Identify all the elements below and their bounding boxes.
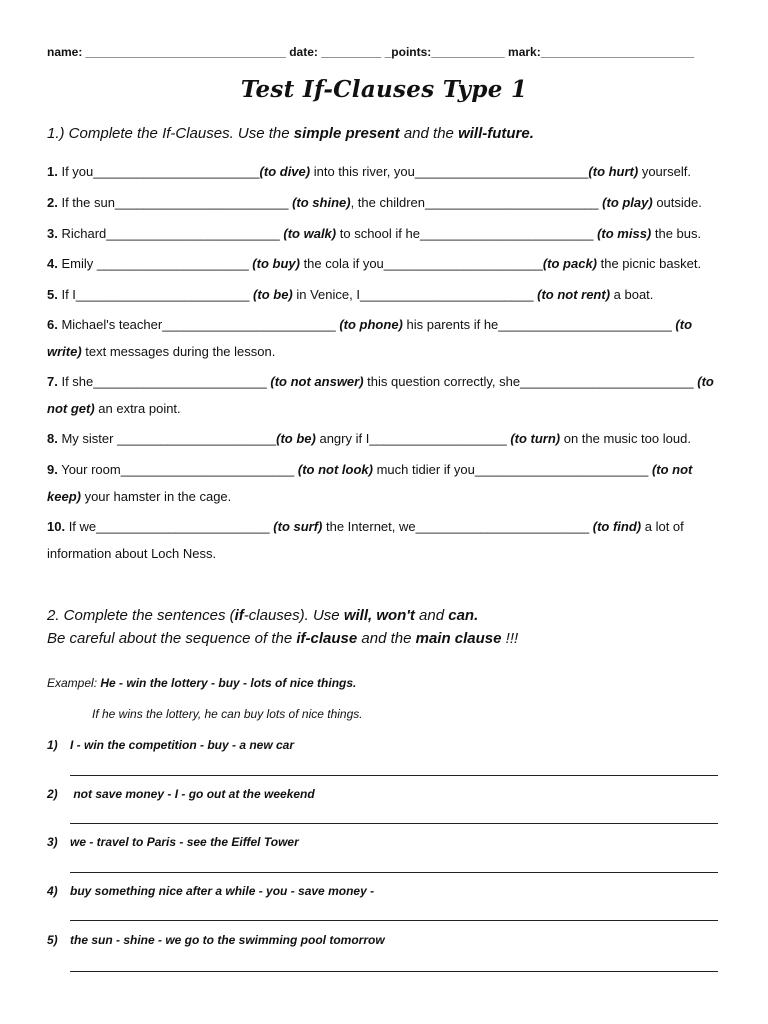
question-4: 4. Emily _____________________ (to buy) the cola if you______________________(to pack) the picnic basket. bbox=[47, 256, 702, 271]
answer-line-5[interactable] bbox=[70, 971, 718, 972]
answer-line-1[interactable] bbox=[70, 775, 718, 776]
question-1: 1. If you_______________________(to dive) into this river, you________________________(to hurt) yourself. bbox=[47, 164, 691, 179]
section-1-instructions: 1.) Complete the If-Clauses. Use the simple present and the will-future. bbox=[47, 125, 534, 142]
example-prompt: Exampel: He - win the lottery - buy - lots of nice things. bbox=[47, 676, 357, 690]
exercise-item-1: 1) I - win the competition - buy - a new car bbox=[47, 738, 295, 752]
answer-line-2[interactable] bbox=[70, 823, 718, 824]
question-6: 6. Michael's teacher________________________ (to phone) his parents if he________________________ (to write) text messages during the lesson. bbox=[47, 317, 693, 359]
question-7: 7. If she________________________ (to not answer) this question correctly, she________________________ (to not get) an extra point. bbox=[47, 374, 714, 416]
page-title: Test If-Clauses Type 1 bbox=[240, 76, 528, 103]
section-2-instructions bbox=[47, 604, 737, 650]
section-1-number: 1.) bbox=[47, 125, 65, 142]
question-5: 5. If I________________________ (to be) in Venice, I________________________ (to not rent) a boat. bbox=[47, 287, 654, 302]
question-2: 2. If the sun________________________ (to shine), the children________________________ (to play) outside. bbox=[47, 195, 702, 210]
exercise-item-5: 5) the sun - shine - we go to the swimming pool tomorrow bbox=[47, 933, 385, 947]
question-3: 3. Richard________________________ (to walk) to school if he________________________ (to miss) the bus. bbox=[47, 226, 702, 241]
exercise-item-3: 3) we - travel to Paris - see the Eiffel Tower bbox=[47, 835, 299, 849]
question-9: 9. Your room________________________ (to not look) much tidier if you________________________ (to not keep) your hamster in the cage. bbox=[47, 462, 693, 504]
example-answer: If he wins the lottery, he can buy lots of nice things. bbox=[92, 707, 363, 721]
exercise-item-2: 2) not save money - I - go out at the weekend bbox=[47, 787, 315, 801]
answer-line-4[interactable] bbox=[70, 920, 718, 921]
student-info-header: name: ______________________________ date: _________ _points:___________ mark:_______________________ bbox=[47, 45, 695, 59]
exercise-item-4: 4) buy something nice after a while - you - save money - bbox=[47, 884, 375, 898]
section-2-line-2: Be careful about the sequence of the if-clause and the main clause !!! bbox=[47, 630, 519, 647]
question-8: 8. My sister ______________________(to be) angry if I___________________ (to turn) on the music too loud. bbox=[47, 431, 691, 446]
section-2-line-1: 2. Complete the sentences (if-clauses). Use will, won't and can. bbox=[47, 607, 479, 624]
question-10: 10. If we________________________ (to surf) the Internet, we________________________ (to find) a lot of information about Loch Ness. bbox=[47, 519, 684, 561]
answer-line-3[interactable] bbox=[70, 872, 718, 873]
